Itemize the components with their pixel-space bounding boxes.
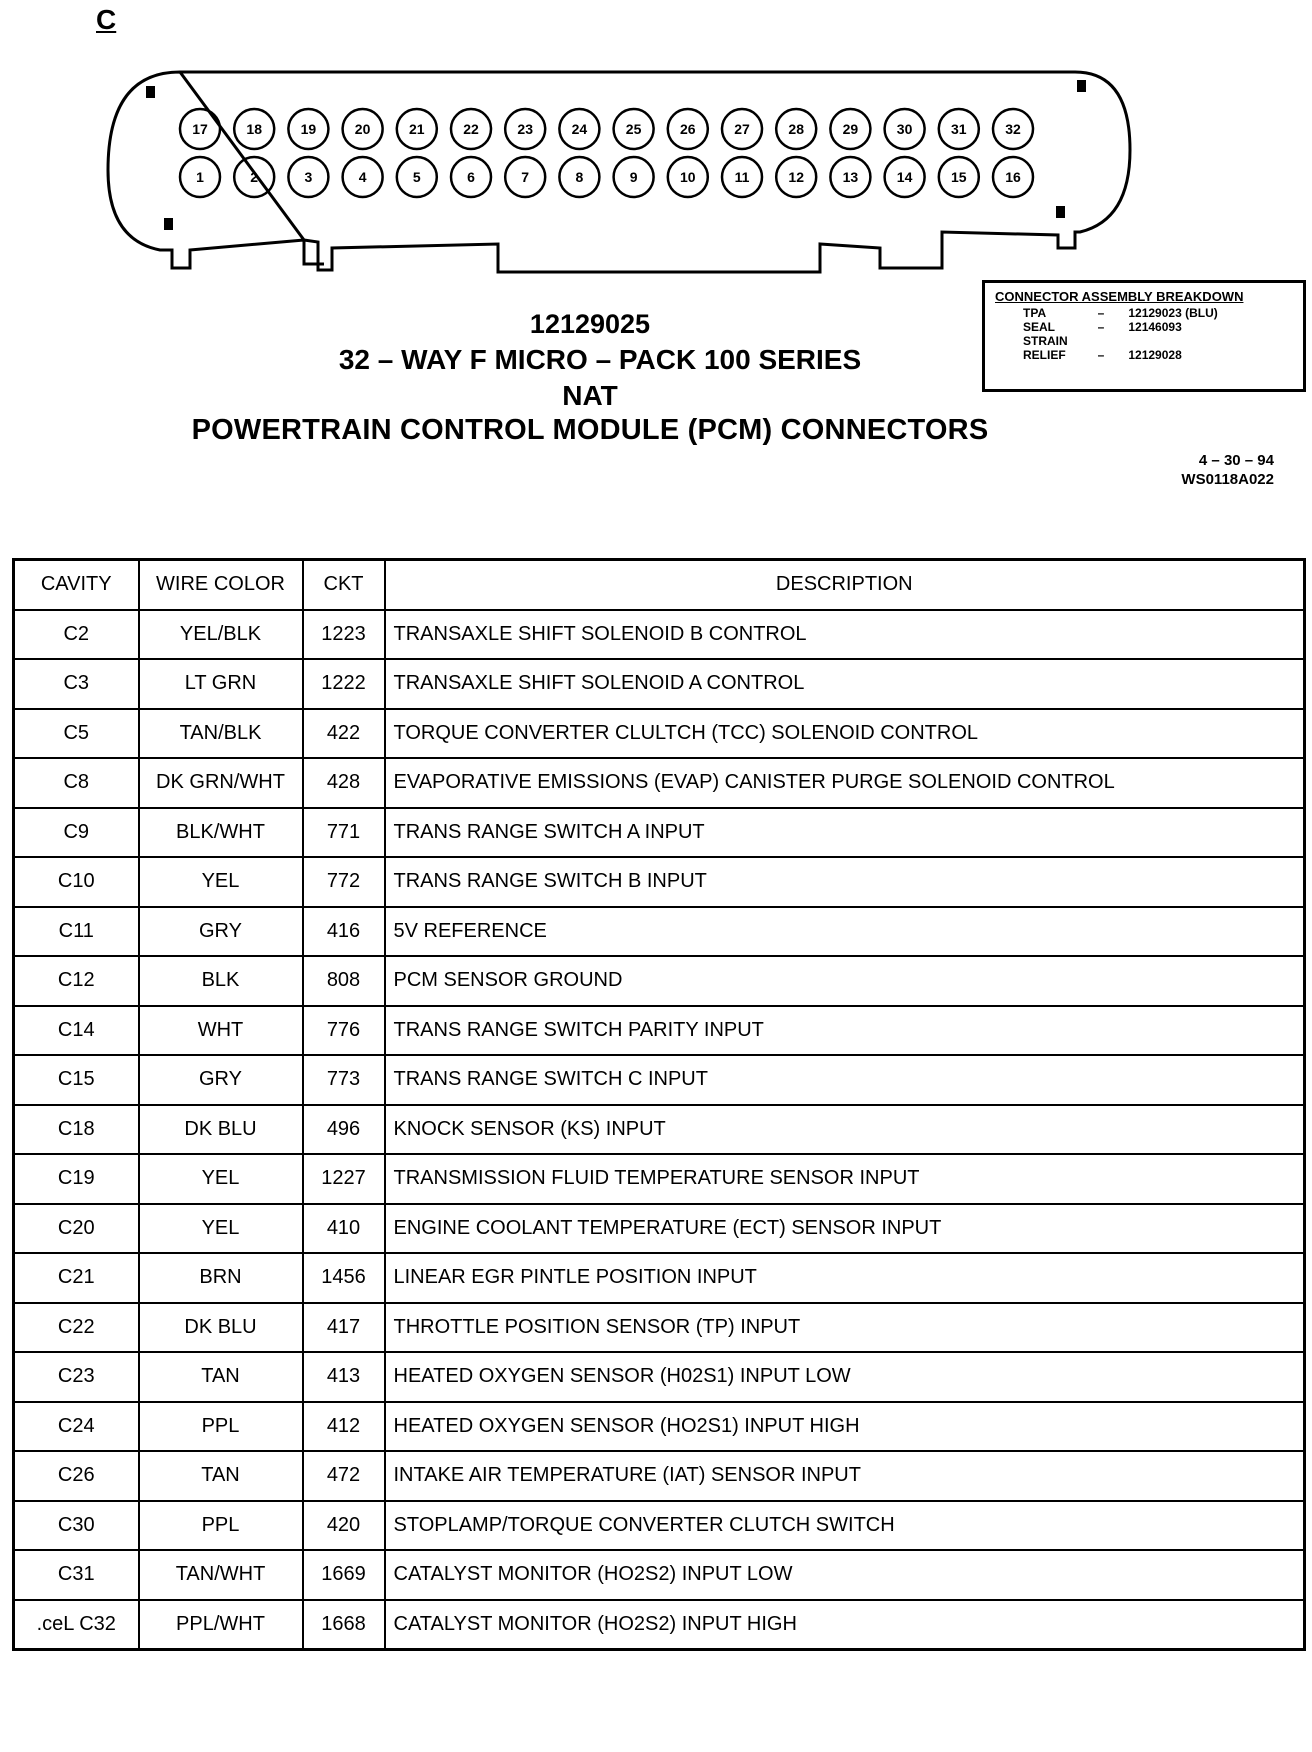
cavity-table xyxy=(12,558,1306,1651)
cell-description: TRANSAXLE SHIFT SOLENOID B CONTROL xyxy=(385,610,1305,660)
cell-ckt: 1223 xyxy=(303,610,385,660)
cell-ckt: 413 xyxy=(303,1352,385,1402)
breakdown-dash: – xyxy=(1097,320,1105,334)
table-row xyxy=(14,1006,1305,1056)
cell-description: TRANS RANGE SWITCH A INPUT xyxy=(385,808,1305,858)
table-row xyxy=(14,709,1305,759)
pin-number: 5 xyxy=(412,169,421,185)
cell-description: CATALYST MONITOR (HO2S2) INPUT LOW xyxy=(385,1550,1305,1600)
cell-cavity: C10 xyxy=(14,857,139,907)
cell-wire-color: PPL xyxy=(139,1402,303,1452)
cell-cavity: C30 xyxy=(14,1501,139,1551)
pin-number: 26 xyxy=(680,121,696,137)
breakdown-row xyxy=(1023,348,1224,362)
breakdown-dash: – xyxy=(1097,306,1105,320)
cell-cavity: C23 xyxy=(14,1352,139,1402)
cell-description: TRANS RANGE SWITCH PARITY INPUT xyxy=(385,1006,1305,1056)
cell-ckt: 1222 xyxy=(303,659,385,709)
cell-ckt: 412 xyxy=(303,1402,385,1452)
cell-ckt: 416 xyxy=(303,907,385,957)
pin-number: 18 xyxy=(246,121,262,137)
cell-ckt: 472 xyxy=(303,1451,385,1501)
cell-description: STOPLAMP/TORQUE CONVERTER CLUTCH SWITCH xyxy=(385,1501,1305,1551)
breakdown-value: 12129028 xyxy=(1128,348,1182,362)
pin-number: 30 xyxy=(896,121,913,137)
pin-number: 17 xyxy=(192,121,208,137)
pin-number: 22 xyxy=(463,121,479,137)
pin-number: 32 xyxy=(1005,121,1021,137)
pin-number: 21 xyxy=(409,121,425,137)
cell-description: INTAKE AIR TEMPERATURE (IAT) SENSOR INPUT xyxy=(385,1451,1305,1501)
cell-cavity: C24 xyxy=(14,1402,139,1452)
cell-cavity: C20 xyxy=(14,1204,139,1254)
pin-number: 31 xyxy=(951,121,967,137)
pin-number: 2 xyxy=(250,169,259,185)
cell-description: THROTTLE POSITION SENSOR (TP) INPUT xyxy=(385,1303,1305,1353)
table-row xyxy=(14,659,1305,709)
connector-type: 32 – WAY F MICRO – PACK 100 SERIES xyxy=(338,344,862,375)
cell-cavity: C18 xyxy=(14,1105,139,1155)
polarization-key xyxy=(1077,80,1086,92)
cell-cavity: C19 xyxy=(14,1154,139,1204)
cell-description: TRANS RANGE SWITCH C INPUT xyxy=(385,1055,1305,1105)
cell-description: PCM SENSOR GROUND xyxy=(385,956,1305,1006)
table-row xyxy=(14,956,1305,1006)
cell-cavity: C11 xyxy=(14,907,139,957)
table-row xyxy=(14,857,1305,907)
connector-outline xyxy=(108,72,1130,272)
breakdown-value: 12129023 (BLU) xyxy=(1128,306,1218,320)
cell-wire-color: DK BLU xyxy=(139,1303,303,1353)
connector-title: POWERTRAIN CONTROL MODULE (PCM) CONNECTORS xyxy=(191,414,989,446)
table-row xyxy=(14,1550,1305,1600)
cell-ckt: 776 xyxy=(303,1006,385,1056)
cell-ckt: 496 xyxy=(303,1105,385,1155)
breakdown-row xyxy=(1023,306,1224,320)
table-row xyxy=(14,1451,1305,1501)
cell-ckt: 808 xyxy=(303,956,385,1006)
table-row xyxy=(14,907,1305,957)
cell-wire-color: BLK/WHT xyxy=(139,808,303,858)
breakdown-row xyxy=(1023,320,1224,334)
cell-wire-color: DK GRN/WHT xyxy=(139,758,303,808)
table-row xyxy=(14,610,1305,660)
cell-cavity: C21 xyxy=(14,1253,139,1303)
pin-number: 20 xyxy=(354,121,371,137)
cell-wire-color: DK BLU xyxy=(139,1105,303,1155)
cell-ckt: 420 xyxy=(303,1501,385,1551)
header-ckt: CKT xyxy=(303,560,385,610)
pin-number: 25 xyxy=(625,121,642,137)
cell-description: TRANS RANGE SWITCH B INPUT xyxy=(385,857,1305,907)
breakdown-label: TPA xyxy=(1023,306,1047,320)
table-row xyxy=(14,1402,1305,1452)
cell-description: CATALYST MONITOR (HO2S2) INPUT HIGH xyxy=(385,1600,1305,1650)
cell-cavity: C8 xyxy=(14,758,139,808)
pin-number: 10 xyxy=(680,169,696,185)
breakdown-dash: – xyxy=(1097,348,1105,362)
cell-ckt: 773 xyxy=(303,1055,385,1105)
cell-wire-color: GRY xyxy=(139,1055,303,1105)
cell-ckt: 772 xyxy=(303,857,385,907)
pin-number: 1 xyxy=(196,169,204,185)
cell-wire-color: TAN/BLK xyxy=(139,709,303,759)
cell-cavity: C31 xyxy=(14,1550,139,1600)
polarization-key xyxy=(146,86,155,98)
cell-wire-color: BRN xyxy=(139,1253,303,1303)
cell-cavity: C22 xyxy=(14,1303,139,1353)
table-row xyxy=(14,1105,1305,1155)
cell-cavity: C5 xyxy=(14,709,139,759)
breakdown-table xyxy=(1023,306,1224,362)
table-row xyxy=(14,1253,1305,1303)
table-row xyxy=(14,1055,1305,1105)
pin-number: 3 xyxy=(304,169,313,185)
cell-ckt: 1456 xyxy=(303,1253,385,1303)
header-wire-color: WIRE COLOR xyxy=(139,560,303,610)
pin-number: 29 xyxy=(842,121,859,137)
connector-diagram xyxy=(0,0,1312,300)
cell-wire-color: YEL xyxy=(139,1154,303,1204)
cell-ckt: 771 xyxy=(303,808,385,858)
header-description: DESCRIPTION xyxy=(385,560,1305,610)
drawing-stamp xyxy=(1181,451,1274,489)
table-row xyxy=(14,1600,1305,1650)
pin-number: 11 xyxy=(734,169,750,185)
cell-cavity: C14 xyxy=(14,1006,139,1056)
table-row xyxy=(14,1352,1305,1402)
table-row xyxy=(14,1303,1305,1353)
cell-ckt: 428 xyxy=(303,758,385,808)
cell-cavity: C26 xyxy=(14,1451,139,1501)
table-row xyxy=(14,758,1305,808)
pin-number: 6 xyxy=(467,169,475,185)
cell-description: 5V REFERENCE xyxy=(385,907,1305,957)
table-row xyxy=(14,808,1305,858)
cell-wire-color: LT GRN xyxy=(139,659,303,709)
cell-cavity: C2 xyxy=(14,610,139,660)
cell-description: EVAPORATIVE EMISSIONS (EVAP) CANISTER PURGE SOLENOID CONTROL xyxy=(385,758,1305,808)
drawing-date: 4 – 30 – 94 xyxy=(1198,452,1274,469)
pin-number: 23 xyxy=(517,121,533,137)
pin-number: 12 xyxy=(788,169,804,185)
pin-number: 16 xyxy=(1005,169,1021,185)
cell-wire-color: YEL xyxy=(139,857,303,907)
connector-part-number: 12129025 xyxy=(529,309,651,339)
cell-ckt: 1668 xyxy=(303,1600,385,1650)
breakdown-title: CONNECTOR ASSEMBLY BREAKDOWN xyxy=(995,289,1244,304)
section-letter: C xyxy=(96,4,117,35)
cell-ckt: 1669 xyxy=(303,1550,385,1600)
table-row xyxy=(14,1204,1305,1254)
table-header-row xyxy=(14,560,1305,610)
cell-cavity: .ceL C32 xyxy=(14,1600,139,1650)
cell-wire-color: YEL/BLK xyxy=(139,610,303,660)
pin-number: 27 xyxy=(734,121,750,137)
cell-wire-color: YEL xyxy=(139,1204,303,1254)
cell-ckt: 422 xyxy=(303,709,385,759)
drawing-code: WS0118A022 xyxy=(1181,471,1274,488)
pin-number: 8 xyxy=(575,169,584,185)
breakdown-dash xyxy=(1074,334,1129,348)
cell-wire-color: TAN xyxy=(139,1352,303,1402)
cell-description: TRANSMISSION FLUID TEMPERATURE SENSOR INPUT xyxy=(385,1154,1305,1204)
pin-number: 9 xyxy=(629,169,638,185)
cell-description: ENGINE COOLANT TEMPERATURE (ECT) SENSOR INPUT xyxy=(385,1204,1305,1254)
cell-wire-color: BLK xyxy=(139,956,303,1006)
cell-wire-color: GRY xyxy=(139,907,303,957)
cell-description: KNOCK SENSOR (KS) INPUT xyxy=(385,1105,1305,1155)
cell-cavity: C12 xyxy=(14,956,139,1006)
polarization-key xyxy=(1056,206,1065,218)
cell-wire-color: TAN xyxy=(139,1451,303,1501)
pin-number: 13 xyxy=(842,169,859,185)
pin-number: 24 xyxy=(571,121,588,137)
cell-wire-color: WHT xyxy=(139,1006,303,1056)
cell-wire-color: TAN/WHT xyxy=(139,1550,303,1600)
breakdown-label: RELIEF xyxy=(1023,348,1066,362)
pin-number: 15 xyxy=(951,169,967,185)
cell-wire-color: PPL xyxy=(139,1501,303,1551)
table-row xyxy=(14,1154,1305,1204)
pin-number: 19 xyxy=(300,121,317,137)
cell-ckt: 1227 xyxy=(303,1154,385,1204)
pin-number: 14 xyxy=(896,169,913,185)
breakdown-label: STRAIN xyxy=(1023,334,1068,348)
cell-ckt: 417 xyxy=(303,1303,385,1353)
cell-cavity: C3 xyxy=(14,659,139,709)
cell-description: TRANSAXLE SHIFT SOLENOID A CONTROL xyxy=(385,659,1305,709)
cell-wire-color: PPL/WHT xyxy=(139,1600,303,1650)
pin-row-bottom xyxy=(180,157,1033,197)
cell-description: TORQUE CONVERTER CLULTCH (TCC) SOLENOID CONTROL xyxy=(385,709,1305,759)
cell-ckt: 410 xyxy=(303,1204,385,1254)
breakdown-value xyxy=(1128,334,1223,348)
table-row xyxy=(14,1501,1305,1551)
connector-assembly-breakdown xyxy=(982,280,1306,392)
header-cavity: CAVITY xyxy=(14,560,139,610)
pin-number: 4 xyxy=(358,169,367,185)
connector-region: NAT xyxy=(562,380,618,411)
pin-row-top xyxy=(180,109,1033,149)
cell-description: HEATED OXYGEN SENSOR (H02S1) INPUT LOW xyxy=(385,1352,1305,1402)
cell-cavity: C9 xyxy=(14,808,139,858)
cell-cavity: C15 xyxy=(14,1055,139,1105)
cell-description: HEATED OXYGEN SENSOR (HO2S1) INPUT HIGH xyxy=(385,1402,1305,1452)
breakdown-row xyxy=(1023,334,1224,348)
cell-description: LINEAR EGR PINTLE POSITION INPUT xyxy=(385,1253,1305,1303)
breakdown-label: SEAL xyxy=(1023,320,1056,334)
pin-number: 7 xyxy=(521,169,530,185)
polarization-key xyxy=(164,218,173,230)
pin-number: 28 xyxy=(788,121,804,137)
breakdown-value: 12146093 xyxy=(1128,320,1182,334)
